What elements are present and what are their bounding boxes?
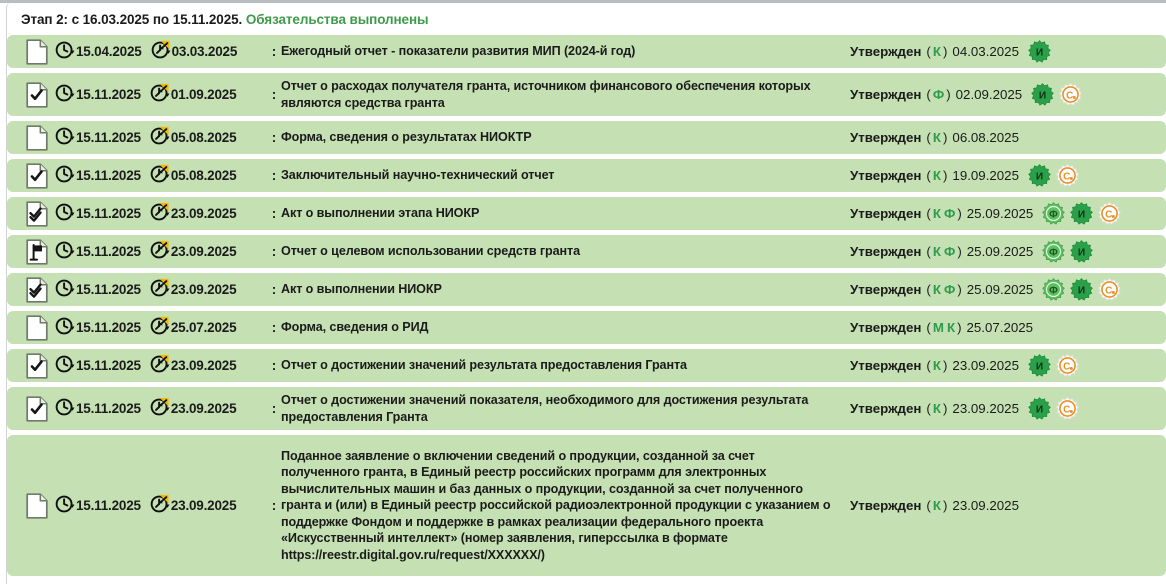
document-check-icon[interactable]	[7, 163, 55, 189]
clock-icon	[55, 164, 75, 187]
status-date: 25.09.2025	[966, 244, 1034, 259]
row-colon-separator: :	[271, 130, 277, 145]
stage-period-label: Этап 2: с 16.03.2025 по 15.11.2025.	[21, 12, 243, 27]
report-title[interactable]: Отчет о достижении значений показателя, необходимого для достижения результата предоставления Гранта	[281, 393, 809, 424]
badge-i-icon[interactable]	[1070, 202, 1093, 225]
clock-icon	[55, 126, 75, 149]
svg-text:И: И	[1035, 361, 1044, 373]
plan-date: 15.11.2025	[76, 168, 141, 183]
svg-text:И: И	[1035, 171, 1044, 183]
status-code[interactable]: К	[932, 358, 941, 373]
badge-group	[1028, 164, 1079, 187]
stage-header	[7, 3, 1166, 35]
plan-date-group	[55, 40, 142, 63]
plan-date: 15.11.2025	[76, 87, 141, 102]
paren-close: )	[957, 244, 962, 259]
report-rows-list	[7, 35, 1166, 576]
row-dates	[55, 397, 267, 420]
clock-icon	[55, 202, 75, 225]
status-badge: Утвержден	[850, 320, 922, 335]
status-badge: Утвержден	[850, 87, 922, 102]
row-colon-separator: :	[271, 87, 277, 102]
report-title[interactable]: Форма, сведения о РИД	[281, 320, 429, 335]
report-title[interactable]: Акт о выполнении НИОКР	[281, 282, 442, 297]
report-title[interactable]: Заключительный научно-технический отчет	[281, 168, 555, 183]
clock-icon	[55, 83, 75, 106]
clock-icon	[55, 397, 75, 420]
plan-date: 15.11.2025	[76, 206, 141, 221]
status-code[interactable]: Ф	[943, 244, 956, 259]
fact-date-group	[150, 397, 237, 420]
clock-edit-icon	[151, 40, 171, 63]
svg-text:И: И	[1078, 247, 1086, 259]
table-row[interactable]	[7, 349, 1166, 382]
report-title[interactable]: Отчет о целевом использовании средств гранта	[281, 244, 581, 259]
badge-s-icon[interactable]	[1059, 83, 1082, 106]
badge-i-icon[interactable]	[1028, 164, 1051, 187]
status-date: 02.09.2025	[955, 87, 1023, 102]
clock-icon	[55, 240, 75, 263]
status-code[interactable]: К	[932, 282, 941, 297]
badge-s-icon[interactable]	[1056, 397, 1079, 420]
clock-edit-icon	[150, 316, 170, 339]
paren-open: (	[926, 87, 931, 102]
paren-close: )	[957, 206, 962, 221]
document-check-icon[interactable]	[7, 82, 55, 108]
badge-f-icon[interactable]	[1042, 202, 1065, 225]
clock-edit-icon	[150, 202, 170, 225]
paren-open: (	[926, 282, 931, 297]
status-date: 23.09.2025	[952, 401, 1019, 416]
status-date: 04.03.2025	[952, 44, 1019, 59]
svg-text:И: И	[1078, 209, 1086, 221]
clock-icon	[55, 354, 75, 377]
badge-group	[1028, 354, 1079, 377]
row-colon-separator: :	[271, 206, 277, 221]
row-colon-separator: :	[271, 401, 277, 416]
badge-i-icon[interactable]	[1028, 354, 1051, 377]
badge-group	[1042, 240, 1093, 263]
badge-s-icon[interactable]	[1098, 278, 1121, 301]
row-colon-separator: :	[271, 320, 277, 335]
status-date: 25.09.2025	[966, 282, 1034, 297]
document-blank-icon[interactable]	[7, 493, 55, 519]
status-date: 23.09.2025	[952, 358, 1019, 373]
status-code[interactable]: К	[932, 44, 941, 59]
row-dates	[55, 278, 267, 301]
status-badge: Утвержден	[850, 282, 922, 297]
status-badge: Утвержден	[850, 498, 922, 513]
svg-text:Ф: Ф	[1049, 247, 1059, 259]
row-colon-separator: :	[271, 358, 277, 373]
table-row[interactable]	[7, 311, 1166, 344]
table-row[interactable]	[7, 387, 1166, 430]
svg-text:С: С	[1063, 171, 1071, 183]
badge-group	[1028, 40, 1051, 63]
row-colon-separator: :	[271, 168, 277, 183]
table-row[interactable]	[7, 121, 1166, 154]
svg-text:И: И	[1035, 47, 1044, 59]
clock-icon	[55, 494, 75, 517]
status-cell	[850, 240, 1166, 263]
paren-close: )	[957, 282, 962, 297]
status-code[interactable]: К	[932, 244, 941, 259]
fact-date: 23.09.2025	[170, 498, 237, 513]
badge-s-icon[interactable]	[1056, 354, 1079, 377]
status-cell	[850, 320, 1166, 335]
report-title[interactable]: Акт о выполнении этапа НИОКР	[281, 206, 480, 221]
fact-date-group	[150, 316, 237, 339]
plan-date-group	[55, 278, 141, 301]
stage-panel	[6, 3, 1166, 584]
row-dates	[55, 240, 267, 263]
badge-f-icon[interactable]	[1042, 240, 1065, 263]
table-row[interactable]	[7, 73, 1166, 116]
clock-edit-icon	[150, 240, 170, 263]
badge-i-icon[interactable]	[1028, 40, 1051, 63]
row-colon-separator: :	[271, 282, 277, 297]
status-code[interactable]: М	[932, 320, 944, 335]
row-dates	[55, 316, 267, 339]
plan-date: 15.11.2025	[76, 320, 141, 335]
plan-date: 15.11.2025	[76, 244, 141, 259]
status-cell	[850, 83, 1166, 106]
badge-i-icon[interactable]	[1070, 240, 1093, 263]
stage-status-label: Обязательства выполнены	[245, 12, 429, 27]
plan-date-group	[55, 164, 141, 187]
status-cell	[850, 130, 1166, 145]
plan-date: 15.11.2025	[76, 130, 141, 145]
clock-edit-icon	[150, 397, 170, 420]
svg-text:С: С	[1063, 361, 1071, 373]
row-colon-separator: :	[271, 244, 277, 259]
paren-open: (	[926, 44, 931, 59]
fact-date-group	[151, 40, 238, 63]
report-title[interactable]: Отчет о достижении значений результата предоставления Гранта	[281, 358, 687, 373]
clock-edit-icon	[150, 126, 170, 149]
status-badge: Утвержден	[850, 358, 922, 373]
status-cell	[850, 397, 1166, 420]
status-date: 25.09.2025	[966, 206, 1034, 221]
paren-open: (	[926, 498, 931, 513]
plan-date-group	[55, 83, 141, 106]
svg-text:С: С	[1066, 90, 1074, 102]
clock-icon	[55, 316, 75, 339]
paren-open: (	[926, 358, 931, 373]
fact-date-group	[150, 240, 237, 263]
fact-date: 25.07.2025	[170, 320, 237, 335]
paren-close: )	[942, 44, 948, 59]
status-date: 23.09.2025	[952, 498, 1019, 513]
status-code[interactable]: К	[932, 206, 941, 221]
plan-date: 15.11.2025	[76, 358, 141, 373]
plan-date: 15.11.2025	[76, 401, 141, 416]
status-cell	[850, 202, 1166, 225]
plan-date-group	[55, 494, 141, 517]
document-check-icon[interactable]	[7, 353, 55, 379]
svg-text:Ф: Ф	[1049, 285, 1059, 297]
row-colon-separator: :	[271, 44, 277, 59]
clock-edit-icon	[150, 354, 170, 377]
report-title[interactable]: Поданное заявление о включении сведений о продукции, созданной за счет полученного гранта, в Единый реестр российских программ для электронных вычислительных машин и баз данных о продукции, созданной за счет полученного гранта и (или) в Единый реестр российской радиоэлектронной продукции с указанием о поддержке Фондом и поддержке в рамках реализации федерального проекта «Искусственный интеллект» (номер заявления, гиперссылка в формате https://reestr.digital.gov.ru/request/XXXXXX/)	[281, 448, 831, 562]
row-dates	[55, 202, 267, 225]
document-blank-icon[interactable]	[7, 39, 55, 65]
clock-icon	[55, 40, 75, 63]
row-colon-separator: :	[271, 498, 277, 513]
svg-text:И: И	[1035, 404, 1044, 416]
status-code[interactable]: Ф	[932, 87, 945, 102]
table-row[interactable]	[7, 435, 1166, 576]
status-cell	[850, 278, 1166, 301]
clock-icon	[55, 278, 75, 301]
row-dates	[55, 126, 267, 149]
fact-date: 23.09.2025	[170, 401, 237, 416]
svg-text:И: И	[1039, 90, 1047, 102]
fact-date-group	[150, 354, 237, 377]
row-dates	[55, 40, 267, 63]
plan-date: 15.11.2025	[76, 498, 141, 513]
document-blank-icon[interactable]	[7, 315, 55, 341]
status-code[interactable]: К	[932, 168, 941, 183]
status-code[interactable]: Ф	[943, 282, 956, 297]
table-row[interactable]	[7, 235, 1166, 268]
paren-close: )	[942, 401, 948, 416]
status-cell	[850, 164, 1166, 187]
status-code[interactable]: К	[932, 498, 941, 513]
badge-f-icon[interactable]	[1042, 278, 1065, 301]
document-flag-icon[interactable]	[7, 239, 55, 265]
report-title[interactable]: Ежегодный отчет - показатели развития МИП (2024-й год)	[281, 44, 636, 59]
badge-s-icon[interactable]	[1056, 164, 1079, 187]
table-row[interactable]	[7, 273, 1166, 306]
document-check-icon[interactable]	[7, 396, 55, 422]
status-badge: Утвержден	[850, 401, 922, 416]
fact-date-group	[150, 126, 237, 149]
fact-date: 23.09.2025	[170, 206, 237, 221]
status-date: 25.07.2025	[966, 320, 1034, 335]
plan-date-group	[55, 354, 141, 377]
svg-text:С: С	[1105, 209, 1113, 221]
fact-date-group	[150, 202, 237, 225]
badge-group	[1042, 278, 1121, 301]
paren-close: )	[942, 130, 948, 145]
report-title[interactable]: Отчет о расходах получателя гранта, источником финансового обеспечения которых являются средства гранта	[281, 79, 811, 110]
svg-text:Ф: Ф	[1049, 209, 1059, 221]
status-cell	[850, 40, 1166, 63]
plan-date-group	[55, 240, 141, 263]
status-date: 19.09.2025	[952, 168, 1019, 183]
clock-edit-icon	[150, 83, 170, 106]
status-code[interactable]: Ф	[943, 206, 956, 221]
document-double-check-icon[interactable]	[7, 201, 55, 227]
fact-date: 23.09.2025	[170, 282, 237, 297]
table-row[interactable]	[7, 35, 1166, 68]
paren-open: (	[926, 320, 931, 335]
clock-edit-icon	[150, 278, 170, 301]
badge-group	[1031, 83, 1082, 106]
status-badge: Утвержден	[850, 44, 922, 59]
plan-date: 15.04.2025	[76, 44, 142, 59]
svg-text:И: И	[1078, 285, 1086, 297]
fact-date-group	[150, 278, 237, 301]
status-code[interactable]: К	[932, 401, 941, 416]
badge-group	[1042, 202, 1121, 225]
fact-date: 01.09.2025	[170, 87, 237, 102]
paren-open: (	[926, 168, 931, 183]
paren-close: )	[957, 320, 962, 335]
plan-date-group	[55, 397, 141, 420]
fact-date: 03.03.2025	[171, 44, 238, 59]
row-dates	[55, 494, 267, 517]
paren-open: (	[926, 206, 931, 221]
badge-s-icon[interactable]	[1098, 202, 1121, 225]
row-dates	[55, 83, 267, 106]
clock-edit-icon	[150, 494, 170, 517]
status-badge: Утвержден	[850, 130, 922, 145]
badge-i-icon[interactable]	[1070, 278, 1093, 301]
plan-date: 15.11.2025	[76, 282, 141, 297]
status-date: 06.08.2025	[952, 130, 1019, 145]
plan-date-group	[55, 202, 141, 225]
paren-open: (	[926, 130, 931, 145]
paren-open: (	[926, 244, 931, 259]
paren-open: (	[926, 401, 931, 416]
status-code[interactable]: К	[946, 320, 956, 335]
row-dates	[55, 354, 267, 377]
paren-close: )	[946, 87, 951, 102]
status-code[interactable]: К	[932, 130, 941, 145]
status-badge: Утвержден	[850, 206, 922, 221]
badge-group	[1028, 397, 1079, 420]
fact-date-group	[150, 83, 237, 106]
fact-date: 05.08.2025	[170, 168, 237, 183]
row-dates	[55, 164, 267, 187]
svg-text:С: С	[1105, 285, 1113, 297]
fact-date: 23.09.2025	[170, 244, 237, 259]
paren-close: )	[942, 358, 948, 373]
status-badge: Утвержден	[850, 168, 922, 183]
status-badge: Утвержден	[850, 244, 922, 259]
fact-date: 05.08.2025	[170, 130, 237, 145]
paren-close: )	[942, 498, 948, 513]
table-row[interactable]	[7, 197, 1166, 230]
fact-date-group	[150, 494, 237, 517]
plan-date-group	[55, 126, 141, 149]
report-title[interactable]: Форма, сведения о результатах НИОКТР	[281, 130, 532, 145]
badge-i-icon[interactable]	[1028, 397, 1051, 420]
document-double-check-icon[interactable]	[7, 277, 55, 303]
table-row[interactable]	[7, 159, 1166, 192]
badge-i-icon[interactable]	[1031, 83, 1054, 106]
plan-date-group	[55, 316, 141, 339]
fact-date-group	[150, 164, 237, 187]
status-cell	[850, 498, 1166, 513]
clock-edit-icon	[150, 164, 170, 187]
fact-date: 23.09.2025	[170, 358, 237, 373]
status-cell	[850, 354, 1166, 377]
svg-text:С: С	[1063, 404, 1071, 416]
paren-close: )	[942, 168, 948, 183]
document-blank-icon[interactable]	[7, 125, 55, 151]
